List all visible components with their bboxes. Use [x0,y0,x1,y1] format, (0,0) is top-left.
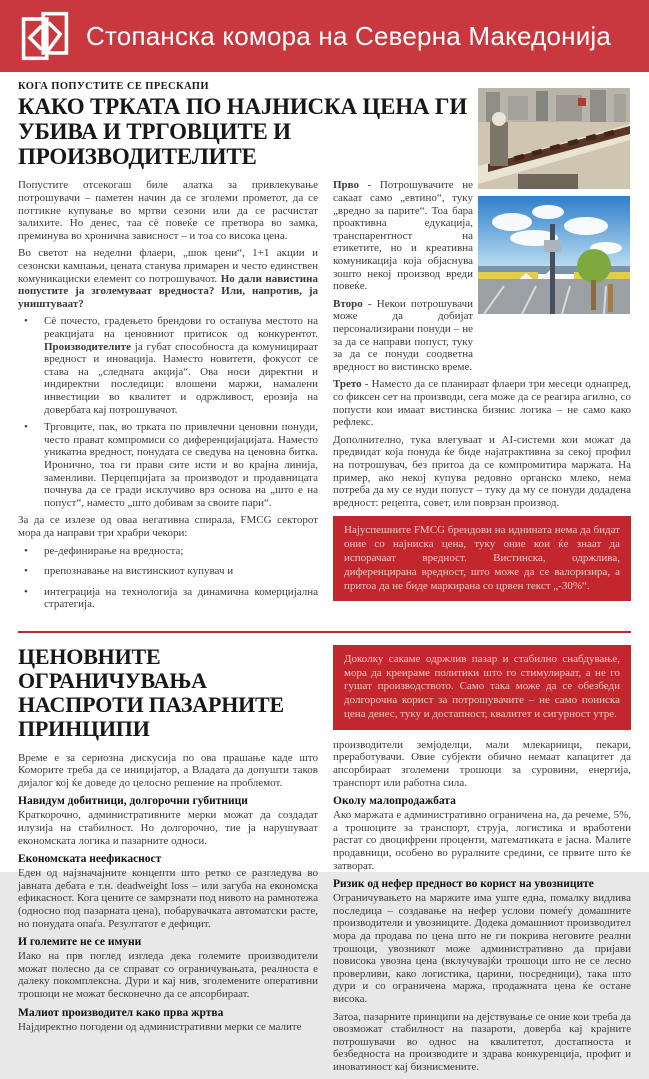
bullet-icon: • [24,585,28,598]
paragraph: производители земјоделци, мали млекарници, пекари, преработувачи. Овие субјекти обично немаат капацитет да апсорбираат зголемени трошоци за суровини, енергија, транспорт или работна сила. [333,738,631,789]
list-item-text: интеграција на технологија за динамична комерцијална стратегија. [44,585,318,611]
article-title: КАКО ТРКАТА ПО НАЈНИСКА ЦЕНА ГИ УБИВА И ТРГОВЦИТЕ И ПРОИЗВОДИТЕЛИТЕ [18,94,468,169]
section2-right-column [333,643,631,1079]
list-item [18,565,318,578]
list-item [18,421,318,509]
bullet-icon: • [24,565,28,578]
section2-title: ЦЕНОВНИТЕ ОГРАНИЧУВАЊА НАСПРОТИ ПАЗАРНИТЕ ПРИНЦИПИ [18,643,284,742]
paragraph: Краткорочно, административните мерки можат да создадат илузија на стабилност. Но долгорочно, тие ја нарушуваат економската логика и пазарните односи. [18,809,318,847]
header-banner [0,0,649,72]
paragraph-text: - Некои потрошувачи може да добијат персонализирани понуди – не за да се направи попуст, туку за да се понуди соодветна вредност во вистинско време. [333,297,473,373]
subheading: И големите не се имуни [18,936,142,949]
paragraph: Еден од најзначајните концепти што ретко се разгледува во јавната дебата е т.н. deadweight loss – или загуба на економска ефикасност. Кога цените се замрзнати под нивото на рамнотежа (односно под пазарната цена), побарувачката автоматски расте, но понудата опаѓа. Резултатот е дефицит. [18,867,319,930]
section1-left-column [18,179,318,618]
paragraph: Најдиректно погодени од административни мерки се малите [18,1020,302,1033]
organization-title: Стопанска комора на Северна Македонија [86,20,612,51]
chamber-logo-icon [20,10,70,62]
paragraph-lead: Прво [333,179,360,192]
list-item [18,315,318,416]
paragraph-bold: Производителите [44,340,131,353]
subheading: Околу малопродажбата [333,795,456,808]
article-photos [478,88,630,314]
list-item [18,586,318,611]
paragraph-text: - Потрошувачите не сакаат само „евтино“, туку „вредно за парите“. Тоа бара проактивна едукација, транспарентност на етикетите, но и креативна комуникација која објаснува зошто некој производ вреди повеќе. [333,179,473,293]
subheading: Навидум добитници, долгорочни губитници [18,795,248,808]
highlight-callout-policy: Доколку сакаме одржлив пазар и стабилно снабдување, мора да креираме политики што го стимулираат, а не го гушат производството. Само така може да се обезбеди долгорочна корист за потрошувачите – не само пониска цена денес, туку и достапност, квалитет и сигурност утре. [333,645,631,730]
paragraph: Време е за сериозна дискусија по ова прашање каде што Коморите треба да се иницијатор, а Владата да допушти таков дијалог кој ќе доведе до целосно решение на проблемот. [18,751,318,789]
subheading: Ризик од нефер предност во корист на увозниците [333,878,594,891]
paragraph: Дополнително, тука влегуваат и AI-системи кои можат да предвидат која понуда ќе биде најатрактивна за секој профил на потрошувач, без притоа да се компромитира маржата. На пример, ако некој купува редовно органско млеко, нема потреба да му се нуди попуст – туку да му се понуди додадена вредност: рецепта, совет, или поврзан производ. [333,433,631,509]
bullet-icon: • [24,315,28,328]
factory-production-line-photo [478,88,630,189]
paragraph: Ако маржата е административно ограничена на, да речеме, 5%, а трошоците за транспорт, струја, логистика и вработени растат со двоцифрени проценти, математиката е јасна. Малите продавници, особено во руралните средини, се првите што ќе затворат. [333,809,631,872]
list-item-text: Трговците, пак, во трката по привлечни ценовни понуди, често прават компромиси со диференцијацијата. Наместо уникатна вредност, понудата се сведува на ценовна битка. Иронично, тоа ги прави сите исти и во крајна линија, заменливи. Перцепцијата за производот и продавницата почнува да се гради исклучиво врз основа на „што е на попуст“, наместо „што добивам за своите пари“. [44,421,318,509]
paragraph-text: Во светот на неделни флаери, „шок цени“, 1+1 акции и сезонски кампањи, цената станува примарен и често единствен комуникациски елемент со потрошувачот. [18,247,318,285]
paragraph: Затоа, пазарните принципи на дејствување се оние кои треба да овозможат стабилност на пазароти, доверба кај крајните потрошувачи во однос на квалитетот, достапноста и безбедноста на производите и здрава конкуренција, профит и иноватиност кај бизнисмените. [333,1010,631,1073]
paragraph [18,247,318,310]
paragraph-lead: Трето [333,378,362,391]
list-item-text [44,315,318,416]
article-kicker: КОГА ПОПУСТИТЕ СЕ ПРЕСКАПИ [18,81,209,92]
paragraph-text: - Наместо да се планираат флаери три месеци однапред, со фиксен сет на производи, сега може да се реагира агилно, со попусти кои имаат вистинска бизнис логика – не само како рефлекс. [333,378,631,429]
bullet-icon: • [24,421,28,434]
paragraph-lead: Второ [333,297,363,310]
paragraph-text: Сè почесто, градењето брендови го остапува местото на реакцијата на ценовниот притисок од конкурентот. [44,315,318,341]
paragraph: За да се излезе од оваа негативна спирала, FMCG секторот мора да направи три храбри чекори: [18,514,318,539]
list-item [18,545,318,558]
section-price-limits [18,643,631,1079]
subheading: Малиот производител како прва жртва [18,1006,224,1019]
section2-left-column [18,643,318,1079]
paragraph-bold-question: Но дали навистина попустите ја зголемуваат вредноста? Или, напротив, ја уништуваат? [18,272,318,310]
steps-list [18,545,318,611]
bullet-icon: • [24,544,28,557]
paragraph [333,378,631,428]
paragraph: Попустите отсекогаш биле алатка за привлекување потрошувачи – паметен начин да се зголеми прометот, да се поттикне купување во мртви сезони или да се расчистат залихите. Но денес, таа сè повеќе се претвора во замка, преминува во хронична зависност – и тоа со висока цена. [18,179,318,242]
list-item-text: препознавање на вистинскиот купувач и [44,565,234,578]
list-item-text: ре-дефинирање на вредноста; [44,544,184,557]
paragraph: Иако на прв поглед изгледа дека големите производители можат полесно да се справат со ограничувањата, реалноста е далеку покомплексна. Дури и кај нив, зголемените оперативни трошоци не можат бесконечно да се апсорбираат. [18,950,318,1000]
paragraph: Ограничувањето на маржите има уште една, помалку видлива последица – создавање на нефер услови помеѓу домашните производители и увозниците. Додека домашниот производител мора да продава по цена што не ги покрива неговите реални трошоци, увозникот може административно да пријави повисока увозна цена (вклучувајќи трошоци што не се лесно проверливи, како логистика, царини, посредници), така што дури и со ограничена маржа, продажната цена ќе остане висока. [333,892,631,1005]
highlight-callout-fmcg: Најуспешните FMCG брендови на иднината нема да бидат оние со најниска цена, туку оние кои ќе знаат да испорачаат вредност. Вистинска, одржлива, диференцирана вредност, што може да се валоризира, а притоа да не биде маркирана со црвен текст „-30%“. [333,516,631,601]
subheading: Економската неефикасност [18,853,162,866]
section-divider [18,631,631,633]
parking-lot-photo [478,196,630,314]
paragraph-text: ја губат способноста да комуницираат вредност и иновација. Наместо новитети, фокусот се става на „следната акција“. Ова носи директни и индиректни последици: влошени маржи, намалени инвестиции во квалитет и одржливост, ерозија на довербата кај потрошувачот. [44,340,318,416]
